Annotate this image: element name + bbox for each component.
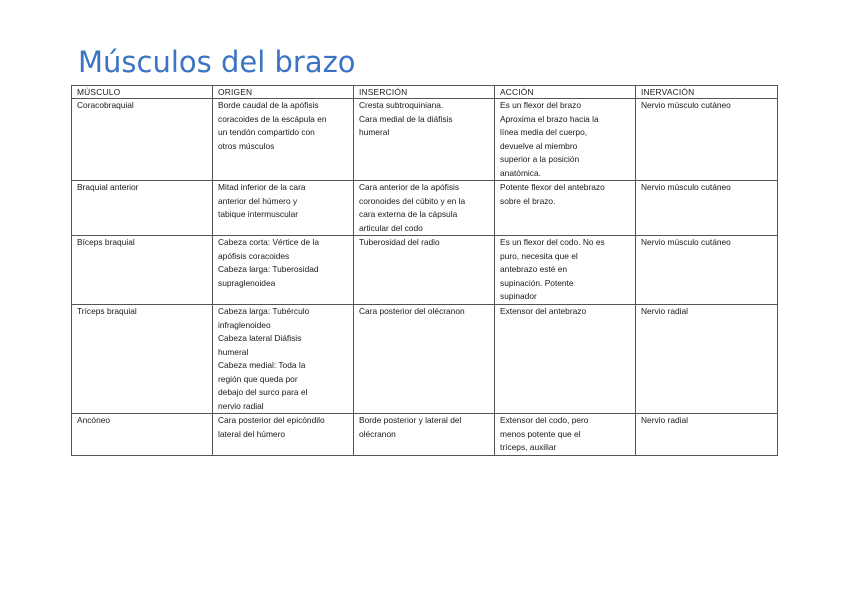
cell-line: Cabeza medial: Toda la bbox=[218, 360, 306, 370]
cell-line: Braquial anterior bbox=[77, 182, 139, 192]
cell-inervacion bbox=[636, 414, 778, 456]
header-musculo: MÚSCULO bbox=[72, 86, 213, 99]
cell-origen bbox=[213, 181, 354, 236]
header-accion: ACCIÓN bbox=[495, 86, 636, 99]
table-row bbox=[72, 99, 778, 181]
cell-line: Coracobraquial bbox=[77, 100, 134, 110]
cell-line: debajo del surco para el bbox=[218, 387, 308, 397]
header-origen: ORIGEN bbox=[213, 86, 354, 99]
table-row bbox=[72, 181, 778, 236]
cell-insercion bbox=[354, 236, 495, 305]
cell-musculo bbox=[72, 236, 213, 305]
cell-accion bbox=[495, 236, 636, 305]
cell-line: Tríceps braquial bbox=[77, 306, 137, 316]
cell-line: Extensor del antebrazo bbox=[500, 306, 587, 316]
cell-musculo bbox=[72, 181, 213, 236]
cell-line: Potente flexor del antebrazo bbox=[500, 182, 605, 192]
cell-musculo bbox=[72, 414, 213, 456]
cell-line: Es un flexor del codo. No es bbox=[500, 237, 605, 247]
cell-line: humeral bbox=[218, 346, 249, 357]
cell-insercion bbox=[354, 305, 495, 414]
cell-insercion bbox=[354, 414, 495, 456]
cell-line: superior a la posición bbox=[500, 154, 580, 164]
cell-line: línea media del cuerpo, bbox=[500, 127, 588, 137]
cell-line: Nervio radial bbox=[641, 306, 689, 316]
cell-line: menos potente que el bbox=[500, 428, 581, 439]
cell-origen bbox=[213, 305, 354, 414]
cell-line: apófisis coracoides bbox=[218, 250, 290, 261]
cell-line: olécranon bbox=[359, 428, 396, 439]
cell-line: supraglenoidea bbox=[218, 277, 276, 288]
table-row bbox=[72, 305, 778, 414]
cell-line: Cara anterior de la apófisis bbox=[359, 182, 460, 192]
cell-line: Borde posterior y lateral del bbox=[359, 415, 462, 425]
cell-line: otros músculos bbox=[218, 140, 275, 151]
cell-inervacion bbox=[636, 305, 778, 414]
cell-line: humeral bbox=[359, 127, 390, 137]
cell-line: Cara posterior del olécranon bbox=[359, 306, 465, 316]
table-body bbox=[72, 99, 778, 456]
cell-accion bbox=[495, 414, 636, 456]
cell-origen bbox=[213, 99, 354, 181]
cell-line: Cabeza lateral Diáfisis bbox=[218, 333, 302, 343]
page-title: Músculos del brazo bbox=[78, 45, 356, 79]
cell-accion bbox=[495, 99, 636, 181]
cell-line: Ancóneo bbox=[77, 415, 111, 425]
cell-line: tríceps, auxiliar bbox=[500, 442, 557, 452]
cell-line: Cresta subtroquiniana. bbox=[359, 100, 444, 110]
header-inervacion: INERVACIÓN bbox=[636, 86, 778, 99]
cell-line: anatómica. bbox=[500, 167, 541, 178]
cell-line: supinación. Potente bbox=[500, 277, 574, 288]
cell-line: Cara medial de la diáfisis bbox=[359, 113, 453, 124]
cell-inervacion bbox=[636, 181, 778, 236]
cell-musculo bbox=[72, 99, 213, 181]
cell-line: Mitad inferior de la cara bbox=[218, 182, 306, 192]
cell-line: infraglenoideo bbox=[218, 319, 271, 330]
cell-line: Nervio músculo cutáneo bbox=[641, 182, 731, 192]
cell-origen bbox=[213, 236, 354, 305]
cell-line: Cara posterior del epicóndilo bbox=[218, 415, 325, 425]
cell-line: Nervio músculo cutáneo bbox=[641, 100, 731, 110]
cell-accion bbox=[495, 305, 636, 414]
header-insercion: INSERCIÓN bbox=[354, 86, 495, 99]
cell-line: Bíceps braquial bbox=[77, 237, 135, 247]
cell-line: Cabeza corta: Vértice de la bbox=[218, 237, 320, 247]
cell-inervacion bbox=[636, 236, 778, 305]
cell-line: sobre el brazo. bbox=[500, 195, 556, 206]
cell-line: Nervio radial bbox=[641, 415, 689, 425]
cell-origen bbox=[213, 414, 354, 456]
table-row bbox=[72, 414, 778, 456]
cell-line: Nervio músculo cutáneo bbox=[641, 237, 731, 247]
cell-line: Es un flexor del brazo bbox=[500, 100, 582, 110]
cell-line: región que queda por bbox=[218, 373, 298, 384]
cell-line: supinador bbox=[500, 291, 537, 301]
cell-line: devuelve al miembro bbox=[500, 140, 578, 151]
table-header bbox=[72, 86, 778, 99]
cell-line: nervio radial bbox=[218, 400, 264, 411]
cell-line: lateral del húmero bbox=[218, 428, 286, 439]
cell-line: anterior del húmero y bbox=[218, 195, 298, 206]
cell-line: antebrazo esté en bbox=[500, 264, 568, 274]
muscles-table bbox=[71, 85, 778, 456]
cell-insercion bbox=[354, 181, 495, 236]
cell-line: Aproxima el brazo hacia la bbox=[500, 113, 599, 124]
cell-line: cara externa de la cápsula bbox=[359, 209, 458, 219]
table-row bbox=[72, 236, 778, 305]
cell-accion bbox=[495, 181, 636, 236]
cell-insercion bbox=[354, 99, 495, 181]
cell-line: coracoides de la escápula en bbox=[218, 113, 327, 124]
header-row bbox=[72, 86, 778, 99]
cell-line: Tuberosidad del radio bbox=[359, 237, 440, 247]
cell-line: coronoides del cúbito y en la bbox=[359, 195, 466, 206]
cell-line: un tendón compartido con bbox=[218, 127, 315, 137]
cell-line: articular del codo bbox=[359, 222, 423, 233]
cell-line: tabique intermuscular bbox=[218, 209, 299, 219]
cell-inervacion bbox=[636, 99, 778, 181]
cell-line: Cabeza larga: Tubérculo bbox=[218, 306, 310, 316]
cell-line: puro, necesita que el bbox=[500, 250, 578, 261]
cell-line: Extensor del codo, pero bbox=[500, 415, 589, 425]
cell-line: Borde caudal de la apófisis bbox=[218, 100, 319, 110]
cell-line: Cabeza larga: Tuberosidad bbox=[218, 264, 319, 274]
cell-musculo bbox=[72, 305, 213, 414]
